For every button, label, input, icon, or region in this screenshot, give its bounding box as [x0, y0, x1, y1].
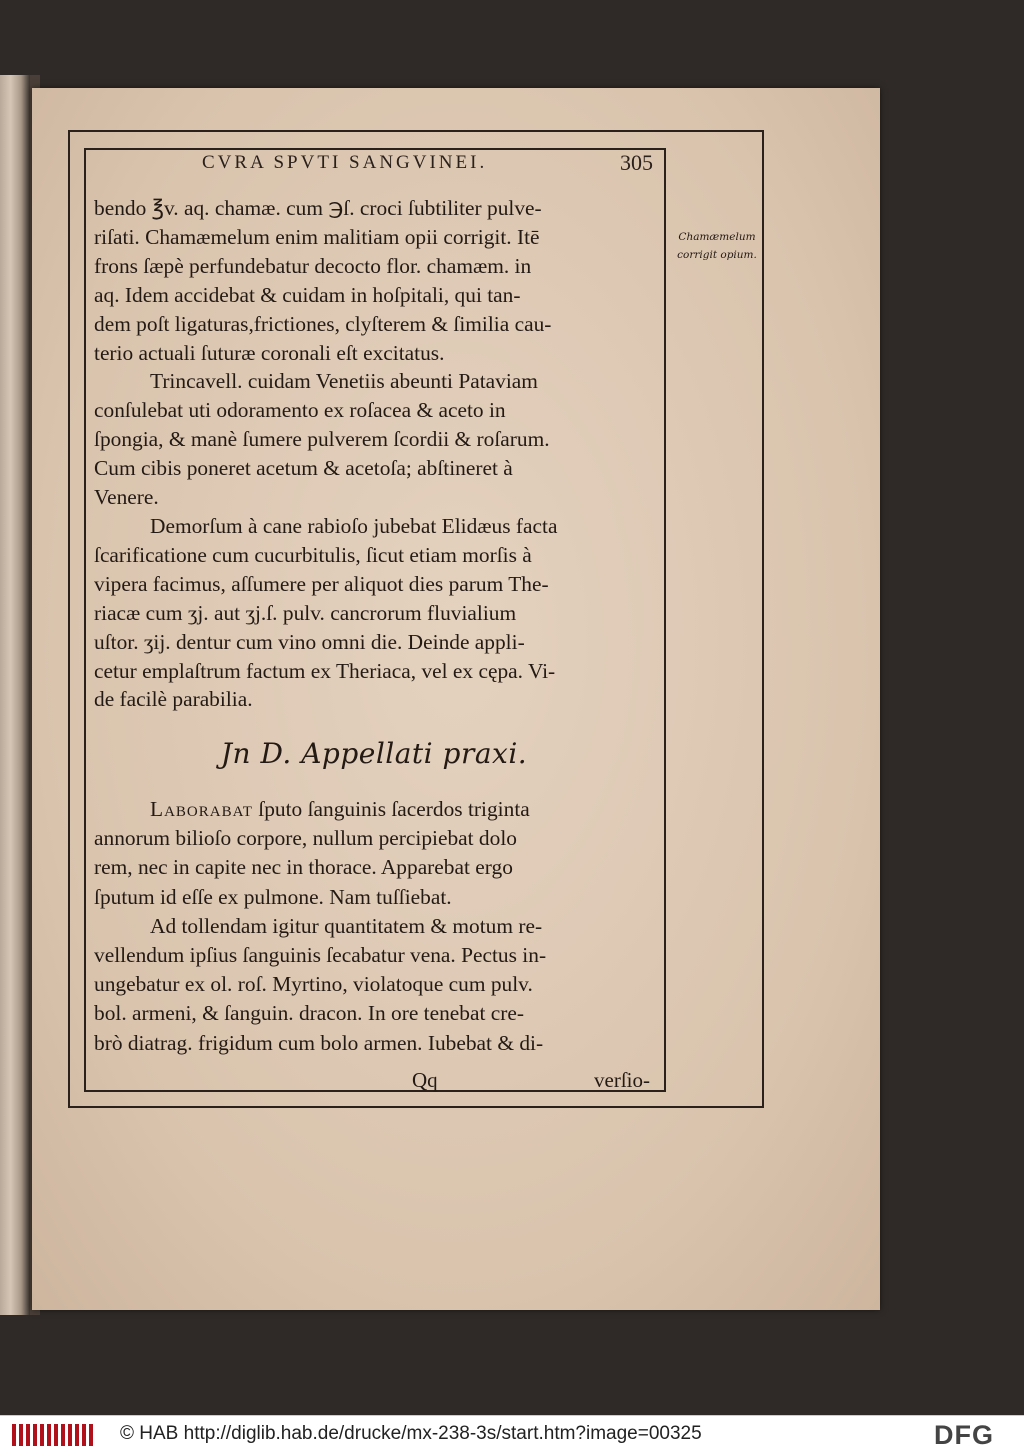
text-line: Cum cibis poneret acetum & acetoſa; abſtineret à	[94, 456, 513, 481]
paragraph-laborabat	[94, 795, 654, 912]
hab-logo-icon	[12, 1424, 108, 1446]
text-line: dem poſt ligaturas,frictiones, clyſterem & ſimilia cau-	[94, 311, 552, 336]
catchword: verſio-	[594, 1068, 650, 1092]
text-line: rem, nec in capite nec in thorace. Apparebat ergo	[94, 855, 513, 880]
text-line	[94, 795, 654, 824]
text-line: Venere.	[94, 485, 159, 510]
margin-column-rule	[666, 148, 764, 1092]
paragraph-elidaeus	[94, 512, 654, 714]
paragraph-continued	[94, 194, 654, 367]
text-line: conſulebat uti odoramento ex roſacea & aceto in	[94, 398, 506, 423]
text-line: vipera facimus, aſſumere per aliquot dies parum The-	[94, 571, 549, 596]
text-line: vellendum ipſius ſanguinis ſecabatur vena. Pectus in-	[94, 943, 547, 968]
text-line: terio actuali ſuturæ coronali eſt excitatus.	[94, 340, 445, 365]
paragraph-trincavell	[94, 367, 654, 512]
signature-mark: Qq	[412, 1068, 438, 1092]
margin-note	[670, 228, 764, 264]
text-line: brò diatrag. frigidum cum bolo armen. Iubebat & di-	[94, 1030, 544, 1055]
text-line: bol. armeni, & ſanguin. dracon. In ore tenebat cre-	[94, 1001, 525, 1026]
text-line: riſati. Chamæmelum enim malitiam opii corrigit. Itē	[94, 224, 540, 249]
text-line: Trincavell. cuidam Venetiis abeunti Pataviam	[150, 369, 538, 394]
text-line: ungebatur ex ol. roſ. Myrtino, violatoque cum pulv.	[94, 972, 533, 997]
signature-line	[94, 1068, 654, 1094]
lead-line-rest: ſputo ſanguinis ſacerdos triginta	[252, 797, 530, 821]
text-line: de facilè parabilia.	[94, 687, 253, 712]
page-number: 305	[620, 150, 653, 175]
book-spine	[0, 75, 30, 1315]
viewer-footer	[0, 1415, 1024, 1454]
text-line: ſpongia, & manè ſumere pulverem ſcordii & roſarum.	[94, 427, 550, 452]
text-line: bendo ℥v. aq. chamæ. cum ℈ſ. croci ſubtiliter pulve-	[94, 196, 542, 220]
text-line: ſcarificatione cum cucurbitulis, ſicut etiam morſis à	[94, 542, 532, 567]
text-line: ſputum id eſſe ex pulmone. Nam tuſſiebat.	[94, 884, 452, 909]
text-line: frons ſæpè perfundebatur decocto flor. chamæm. in	[94, 253, 532, 278]
text-line: riacæ cum ʒj. aut ʒj.ſ. pulv. cancrorum fluvialium	[94, 600, 517, 625]
margin-note-line: corrigit opium.	[677, 249, 757, 261]
section-heading: Jn D. Appellati praxi.	[220, 737, 528, 770]
text-line: Demorſum à cane rabioſo jubebat Elidæus facta	[150, 513, 558, 538]
running-head	[84, 146, 666, 180]
text-line: Ad tollendam igitur quantitatem & motum re-	[150, 913, 543, 938]
text-line: uſtor. ʒij. dentur cum vino omni die. Deinde appli-	[94, 629, 525, 654]
main-text-upper	[94, 194, 654, 714]
text-line: annorum bilioſo corpore, nullum percipiebat dolo	[94, 826, 517, 851]
dfg-logo: DFG	[934, 1420, 994, 1450]
running-title: CVRA SPVTI SANGVINEI.	[202, 152, 488, 173]
margin-note-line: Chamæmelum	[678, 231, 756, 243]
lead-word: Laborabat	[150, 797, 253, 821]
text-line: cetur emplaſtrum factum ex Theriaca, vel ex cępa. Vi-	[94, 658, 556, 683]
paragraph-ad-tollendam	[94, 912, 654, 1058]
copyright-link[interactable]: © HAB http://diglib.hab.de/drucke/mx-238-3s/start.htm?image=00325	[120, 1423, 702, 1444]
main-text-lower	[94, 795, 654, 1058]
text-line: aq. Idem accidebat & cuidam in hoſpitali, qui tan-	[94, 282, 521, 307]
